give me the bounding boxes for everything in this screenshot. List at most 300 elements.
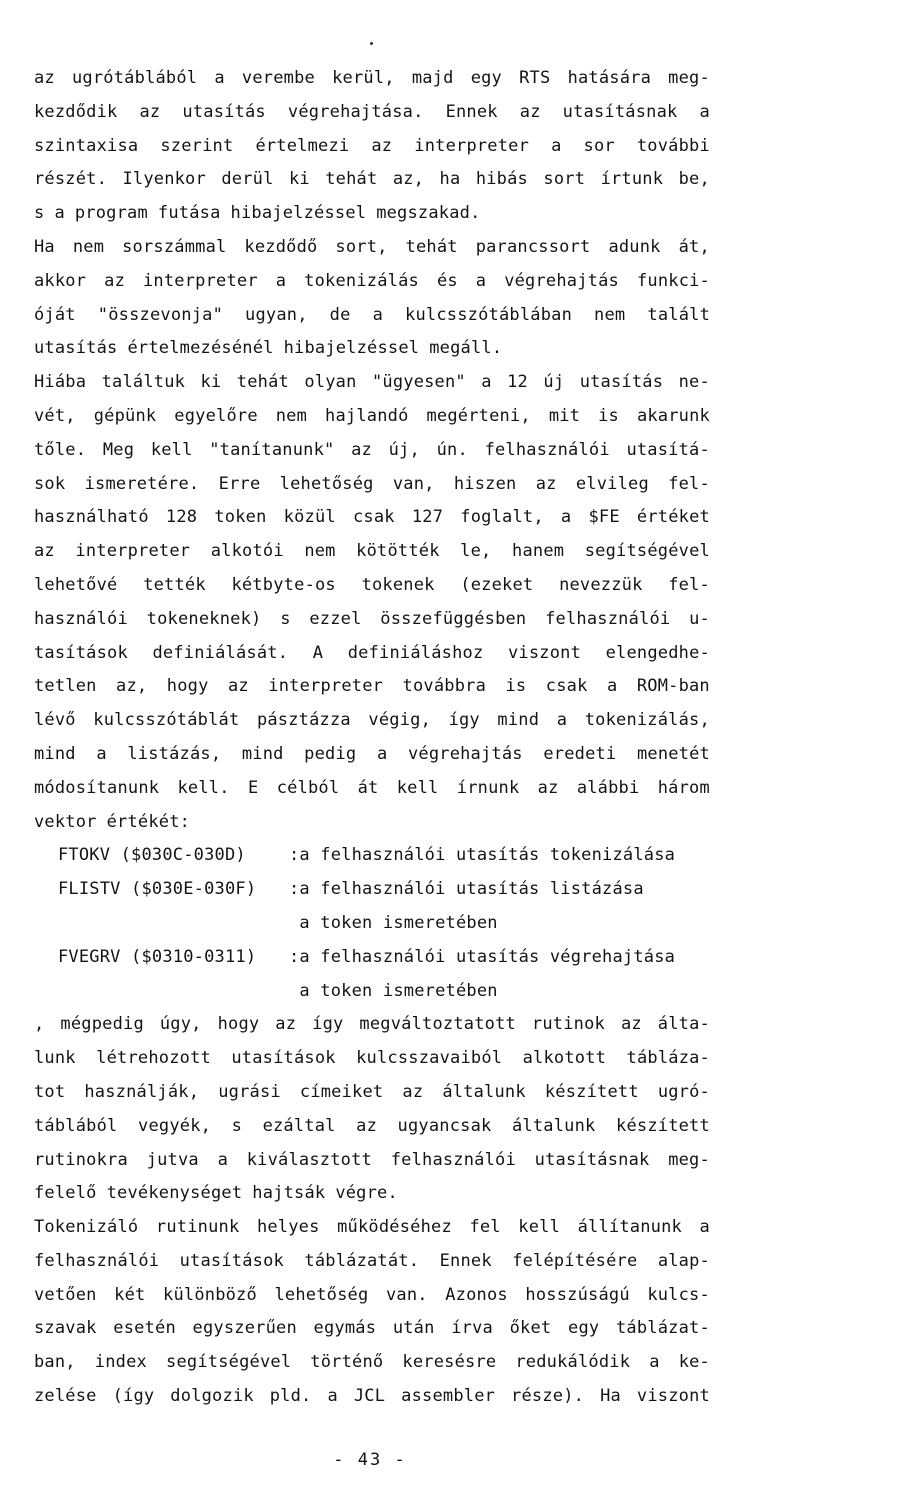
word: működéséhez — [337, 1217, 452, 1238]
word: "ügyesen" — [371, 372, 466, 393]
word: végrehajtása. — [287, 101, 424, 122]
word: kell — [150, 439, 193, 460]
word: tőle. — [34, 439, 87, 460]
word: dolgozik — [170, 1386, 254, 1407]
word: sort — [543, 169, 586, 190]
word: egyszerűen — [192, 1318, 297, 1339]
word: elvileg — [575, 473, 649, 494]
word: vegyék, — [138, 1115, 212, 1136]
word: fel- — [668, 473, 710, 494]
word: és — [436, 270, 458, 291]
vector-name: FTOKV ($030C-030D) — [58, 845, 246, 866]
word: "összevonja" — [97, 304, 223, 325]
word: tokenek — [361, 574, 435, 595]
text-line — [34, 366, 710, 400]
word: részét. — [34, 169, 108, 190]
word: parancssort — [475, 236, 591, 257]
word: írva — [451, 1318, 493, 1339]
word: használható — [34, 507, 149, 528]
word: ban, — [34, 1352, 76, 1373]
word: $FE — [588, 507, 620, 528]
word: utasításnak — [534, 1149, 650, 1170]
word: használják, — [84, 1081, 200, 1102]
word: végrehajtás — [504, 270, 619, 291]
word: rutinunk — [155, 1217, 240, 1238]
text-line — [34, 332, 710, 366]
word: létrehozott — [96, 1048, 211, 1069]
word: kötötték — [356, 541, 440, 562]
word: vetően — [34, 1284, 97, 1305]
word: a — [606, 676, 618, 697]
word: egyelőre — [174, 405, 258, 426]
word: az — [139, 101, 161, 122]
word: a — [376, 743, 388, 764]
word: az — [34, 541, 55, 562]
word: célból — [276, 777, 340, 798]
word: funkci- — [636, 270, 710, 291]
word: lunk — [34, 1048, 76, 1069]
word: utasítá- — [626, 439, 710, 460]
word: meg- — [668, 1149, 710, 1170]
word: tehát — [236, 372, 289, 393]
word: összefüggésben — [380, 608, 527, 629]
word: utasítás — [34, 338, 118, 359]
word: kétbyte-os — [231, 574, 336, 595]
word: segítségével — [584, 541, 710, 562]
word: 128 — [165, 507, 198, 528]
paragraph-3 — [34, 366, 710, 839]
word: zelése — [34, 1386, 97, 1407]
word: pld. — [269, 1386, 312, 1407]
word: fel- — [668, 574, 710, 595]
word: általunk — [442, 1081, 526, 1102]
text-line — [34, 434, 710, 468]
word: az — [535, 473, 557, 494]
word: őket — [509, 1318, 552, 1339]
word: de — [329, 304, 351, 325]
word: eredeti — [543, 743, 617, 764]
text-line — [34, 1245, 710, 1279]
word: különböző — [163, 1284, 257, 1305]
word: kerül, — [332, 68, 395, 88]
word: ugrótáblából — [72, 68, 198, 88]
word: készített — [544, 1081, 639, 1102]
word: van. — [385, 1284, 428, 1305]
word: kiválasztott — [246, 1149, 372, 1170]
word: foglalt, — [460, 507, 544, 528]
word: mit — [548, 405, 581, 426]
word: óját — [34, 304, 76, 325]
word: listázás, — [127, 743, 222, 764]
text-line — [34, 569, 710, 603]
word: utasítás — [579, 372, 664, 393]
word: szerint — [160, 135, 234, 156]
word: nem — [275, 405, 308, 426]
word: , — [34, 1014, 45, 1035]
vector-name: FVEGRV ($0310-0311) — [58, 946, 257, 967]
word: futása — [157, 203, 221, 224]
word: helyes — [256, 1217, 320, 1238]
word: 127 — [411, 507, 444, 528]
word: Azonos — [445, 1284, 508, 1305]
word: definiálását. — [152, 642, 289, 663]
word: utasítások — [231, 1048, 336, 1069]
word: a — [327, 1386, 338, 1407]
text-line — [34, 1144, 710, 1178]
word: találtuk — [101, 372, 186, 393]
word: olyan — [304, 372, 357, 393]
word: verembe — [241, 68, 315, 88]
word: szintaxisa — [34, 135, 139, 156]
word: mind — [241, 743, 284, 764]
vector-row — [34, 873, 710, 907]
word: interpreter — [143, 270, 258, 291]
text-line — [34, 197, 710, 231]
text-line — [34, 772, 710, 806]
word: csak — [545, 676, 588, 697]
word: az, — [116, 676, 148, 697]
word: sorszámmal — [122, 236, 227, 257]
word: általunk — [512, 1115, 596, 1136]
word: álta- — [657, 1014, 710, 1035]
word: talált — [647, 304, 710, 325]
text-line — [34, 1211, 710, 1245]
word: a — [96, 743, 107, 764]
word: nevezzük — [559, 574, 643, 595]
word: JCL — [353, 1386, 386, 1407]
word: felhasználói — [545, 608, 671, 629]
word: szavak — [34, 1318, 97, 1339]
text-line — [34, 1076, 710, 1110]
word: tasítások — [34, 642, 128, 663]
word: jutva — [146, 1149, 199, 1170]
text-line — [34, 1312, 710, 1346]
word: használói — [34, 608, 128, 629]
word: pásztázza — [256, 710, 351, 731]
word: ezzel — [309, 608, 362, 629]
word: értéket — [636, 507, 710, 528]
word: a — [217, 1149, 229, 1170]
word: "tanítanunk" — [209, 439, 335, 460]
paragraph-5 — [34, 1211, 710, 1414]
word: értékét: — [106, 811, 191, 832]
paragraph-4 — [34, 1008, 710, 1211]
word: megváltoztatott — [359, 1014, 516, 1035]
word: hajtsák — [252, 1183, 326, 1204]
vector-description: :a felhasználói utasítás listázása — [289, 879, 644, 900]
word: akkor — [34, 270, 87, 291]
text-line — [34, 1177, 710, 1211]
word: a — [556, 710, 568, 731]
word: lehetőség — [279, 473, 374, 494]
word: akarunk — [636, 405, 710, 426]
word: táblázat- — [616, 1318, 710, 1339]
word: alábbi — [576, 777, 640, 798]
word: így — [312, 1014, 344, 1035]
word: viszont — [636, 1386, 710, 1407]
word: kezdődő — [244, 236, 318, 257]
word: új, — [388, 439, 420, 460]
word: sort, — [335, 236, 388, 257]
word: rutinok — [531, 1014, 605, 1035]
word: Ennek — [439, 1250, 492, 1271]
word: RTS — [519, 68, 551, 88]
word: segítségével — [166, 1352, 292, 1373]
vector-description: a token ismeretében — [289, 980, 498, 1001]
word: az — [519, 101, 541, 122]
word: (ezeket — [460, 574, 534, 595]
word: Ha — [600, 1386, 621, 1407]
word: majd — [411, 68, 454, 88]
word: derül — [221, 169, 274, 190]
word: redukálódik — [515, 1352, 631, 1373]
word: hibajelzéssel — [230, 203, 367, 224]
text-line — [34, 806, 710, 840]
word: közül — [283, 507, 336, 528]
word: értelmezésénél — [127, 338, 274, 359]
word: meg- — [668, 68, 710, 88]
word: hanem — [512, 541, 565, 562]
word: vét, — [34, 405, 76, 426]
word: assembler — [401, 1386, 496, 1407]
word: Meg — [102, 439, 135, 460]
word: végig, — [368, 710, 432, 731]
word: utasítások — [179, 1250, 284, 1271]
word: felhasználói — [484, 439, 610, 460]
word: esetén — [113, 1318, 176, 1339]
word: a — [649, 1352, 660, 1373]
word: is — [598, 405, 619, 426]
text-line — [34, 1346, 710, 1380]
word: készített — [616, 1115, 710, 1136]
word: így — [448, 710, 480, 731]
vector-description: a token ismeretében — [289, 912, 498, 933]
word: a — [699, 101, 710, 122]
word: tehát — [405, 236, 458, 257]
word: új — [543, 372, 565, 393]
word: viszont — [507, 642, 582, 663]
word: hibás — [475, 169, 528, 190]
word: módosítanunk — [34, 777, 160, 798]
vector-name — [34, 975, 289, 1009]
word: utasításnak — [562, 101, 678, 122]
word: kulcs- — [647, 1284, 710, 1305]
word: az — [620, 1014, 642, 1035]
word: egymás — [313, 1318, 377, 1339]
word: a — [560, 507, 572, 528]
word: tokeneknek) — [146, 608, 262, 629]
word: a — [372, 304, 384, 325]
word: lehetővé — [34, 574, 118, 595]
text-line — [34, 1042, 710, 1076]
vector-list — [34, 839, 710, 1008]
word: a — [54, 203, 65, 224]
word: tehát — [325, 169, 378, 190]
text-line — [34, 468, 710, 502]
word: ke- — [678, 1352, 710, 1373]
word: kezdődik — [34, 101, 118, 122]
word: ugró- — [657, 1081, 710, 1102]
word: (így — [112, 1386, 155, 1407]
word: hatására — [567, 68, 652, 88]
word: után — [392, 1318, 435, 1339]
word: tetlen — [34, 676, 97, 697]
word: hosszúságú — [525, 1284, 630, 1305]
word: a — [214, 68, 225, 88]
word: vektor — [34, 811, 97, 832]
word: index — [94, 1352, 147, 1373]
word: az — [275, 1014, 297, 1035]
paragraph-2 — [34, 231, 710, 366]
word: írnunk — [456, 777, 520, 798]
text-line — [34, 1279, 710, 1313]
word: az, — [392, 169, 425, 190]
vector-row — [34, 839, 710, 873]
word: utasítás — [182, 101, 266, 122]
word: táblázatát. — [304, 1250, 420, 1271]
word: interpreter — [268, 676, 384, 697]
word: mégpedig — [60, 1014, 144, 1035]
text-line — [34, 637, 710, 671]
word: is — [505, 676, 527, 697]
word: Tokenizáló — [34, 1217, 139, 1238]
word: három — [657, 777, 710, 798]
word: megérteni, — [426, 405, 531, 426]
word: ismeretére. — [84, 473, 200, 494]
word: tokenizálás, — [584, 710, 710, 731]
word: kell — [518, 1217, 561, 1238]
word: hibajelzéssel — [283, 338, 420, 359]
word: s — [34, 203, 45, 224]
word: be, — [678, 169, 710, 190]
word: felhasználói — [390, 1149, 516, 1170]
word: tették — [143, 574, 206, 595]
text-line — [34, 62, 710, 96]
word: alkotói — [210, 541, 284, 562]
word: rutinokra — [34, 1149, 128, 1170]
word: ki — [288, 169, 310, 190]
word: elengedhe- — [605, 642, 710, 663]
word: token — [214, 507, 267, 528]
word: alap- — [657, 1250, 710, 1271]
text-line — [34, 163, 710, 197]
page-number: - 43 - — [333, 1450, 407, 1470]
word: fel — [469, 1217, 501, 1238]
word: lévő — [34, 710, 76, 731]
word: A — [312, 642, 324, 663]
word: végrehajtás — [407, 743, 523, 764]
paragraph-1 — [34, 62, 710, 231]
word: a — [481, 372, 492, 393]
word: adunk — [608, 236, 661, 257]
text-line — [34, 265, 710, 299]
word: sok — [34, 473, 66, 494]
word: továbbra — [402, 676, 487, 697]
vector-name — [34, 907, 289, 941]
text-line — [34, 501, 710, 535]
word: a — [475, 270, 487, 291]
word: két — [114, 1284, 146, 1305]
word: s — [280, 608, 291, 629]
text-line — [34, 704, 710, 738]
word: Ennek — [445, 101, 498, 122]
word: úgy, — [159, 1014, 202, 1035]
word: Erre — [218, 473, 261, 494]
word: értelmezi — [255, 135, 350, 156]
word: Hiába — [34, 372, 87, 393]
word: az — [351, 439, 372, 460]
word: ún. — [436, 439, 468, 460]
word: végre. — [335, 1183, 398, 1204]
word: interpreter — [414, 135, 530, 156]
text-line — [34, 535, 710, 569]
text-line — [34, 603, 710, 637]
word: egy — [568, 1318, 600, 1339]
word: ugyancsak — [397, 1115, 492, 1136]
word: program — [74, 203, 148, 224]
word: sor — [583, 135, 615, 156]
word: gépünk — [93, 405, 157, 426]
word: hiszen — [453, 473, 517, 494]
word: tevékenységet — [106, 1183, 243, 1204]
word: ugyan, — [245, 304, 308, 325]
word: az — [537, 777, 559, 798]
word: tot — [34, 1081, 66, 1102]
word: megszakad. — [376, 203, 481, 224]
word: tokenizálás — [304, 270, 419, 291]
word: felelő — [34, 1183, 97, 1204]
text-line — [34, 670, 710, 704]
word: megáll. — [429, 338, 503, 359]
word: hogy — [217, 1014, 260, 1035]
word: nem — [594, 304, 626, 325]
word: kulcsszótáblában — [405, 304, 573, 325]
word: át, — [678, 236, 710, 257]
word: interpreter — [75, 541, 191, 562]
word: írtunk — [600, 169, 664, 190]
vector-row — [34, 907, 710, 941]
text-line — [34, 1110, 710, 1144]
vector-name: FLISTV ($030E-030F) — [58, 879, 257, 900]
word: menetét — [636, 743, 710, 764]
word: történő — [310, 1352, 384, 1373]
word: van, — [392, 473, 435, 494]
word: az — [371, 135, 393, 156]
word: keresésre — [402, 1352, 497, 1373]
word: ugrási — [218, 1081, 281, 1102]
text-line — [34, 130, 710, 164]
word: le, — [460, 541, 492, 562]
word: pedig — [304, 743, 357, 764]
vector-description: :a felhasználói utasítás tokenizálása — [289, 845, 676, 866]
word: címeiket — [299, 1081, 384, 1102]
text-line — [34, 738, 710, 772]
word: ezáltal — [262, 1115, 336, 1136]
word: az — [356, 1115, 378, 1136]
word: felhasználói — [34, 1250, 160, 1271]
word: tábláza- — [626, 1048, 710, 1069]
word: át — [357, 777, 379, 798]
word: nem — [304, 541, 336, 562]
word: ROM-ban — [636, 676, 710, 697]
word: Ha — [34, 236, 55, 257]
word: további — [636, 135, 710, 156]
word: ki — [200, 372, 222, 393]
text-line — [34, 1008, 710, 1042]
scan-speck — [370, 42, 373, 45]
word: u- — [689, 608, 710, 629]
word: 12 — [507, 372, 528, 393]
